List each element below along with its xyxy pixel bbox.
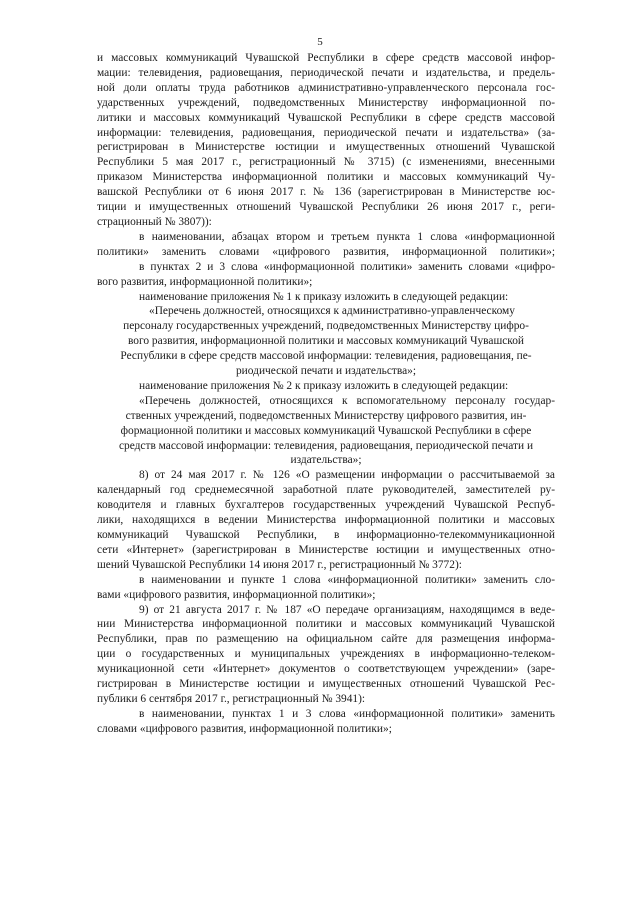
text-line: наименование приложения № 1 к приказу изложить в следующей редакции: <box>139 290 509 303</box>
text-line: Республики 5 мая 2017 г., регистрационный № 3715) (с изменениями, внесенными <box>97 156 555 169</box>
text-line: тиции и имущественных отношений Чувашской Республики 26 июня 2017 г., реги- <box>97 201 555 214</box>
text-line: страционный № 3807)): <box>97 215 212 228</box>
text-line: 8) от 24 мая 2017 г. № 126 «О размещении информации о рассчитываемой за <box>139 469 555 482</box>
text-line: ции о государственных и муниципальных учреждениях в информационно-телеком- <box>97 648 555 661</box>
text-line: в наименовании, абзацах втором и третьем пункта 1 слова «информационной <box>139 230 555 243</box>
text-line: муникационной сети «Интернет» документов о соответствующем учреждении» (заре- <box>97 663 555 676</box>
text-line: календарный год среднемесячной заработной плате руководителей, заместителей ру- <box>97 484 555 497</box>
text-line: регистрирован в Министерстве юстиции и имущественных отношений Чувашской <box>97 141 555 154</box>
text-line: вого развития, информационной политики»; <box>97 275 313 288</box>
text-line: вашской Республики от 6 июня 2017 г. № 136 (зарегистрирован в Министерстве юс- <box>97 186 555 199</box>
text-line: литики и массовых коммуникаций Чувашской Республики в сфере средств массовой <box>97 111 555 124</box>
text-line: средств массовой информации: телевидения, радиовещания, периодической печати и <box>118 439 534 452</box>
text-line: ководителя и главных бухгалтеров государственных учреждений Чувашской Респуб- <box>97 499 555 512</box>
text-line: «Перечень должностей, относящихся к административно-управленческому <box>149 305 515 318</box>
text-line: публики 6 сентября 2017 г., регистрационный № 3941): <box>97 692 366 705</box>
text-line: и массовых коммуникаций Чувашской Республики в сфере средств массовой инфор- <box>97 52 555 64</box>
text-line: Республики, прав по размещению на официальном сайте для размещения информа- <box>97 633 555 646</box>
text-line: информации: телевидения, радиовещания, периодической печати и издательства» (за- <box>97 126 555 139</box>
text-line: словами «цифрового развития, информационной политики»; <box>97 722 392 735</box>
text-line: приказом Министерства информационной политики и массовых коммуникаций Чу- <box>97 171 555 184</box>
text-line: сети «Интернет» (зарегистрирован в Министерстве юстиции и имущественных отно- <box>97 543 555 556</box>
text-line: персоналу государственных учреждений, подведомственных Министерству цифро- <box>123 320 529 333</box>
text-line: вого развития, информационной политики и массовых коммуникаций Чувашской <box>127 335 525 348</box>
text-line: ной доли оплаты труда работников административно-управленческого персонала гос- <box>97 81 555 94</box>
document-body <box>97 51 555 737</box>
text-line: Республики в сфере средств массовой информации: телевидения, радиовещания, пе- <box>120 350 532 363</box>
text-line: гистрирован в Министерстве юстиции и имущественных отношений Чувашской Рес- <box>97 678 555 691</box>
page-number: 5 <box>317 36 323 48</box>
text-line: нии Министерства информационной политики и массовых коммуникаций Чувашской <box>97 618 555 631</box>
text-line: мации: телевидения, радиовещания, периодической печати и издательства, и предель- <box>97 66 555 79</box>
text-line: «Перечень должностей, относящихся к вспомогательному персоналу государ- <box>139 394 555 407</box>
text-line: в наименовании, пунктах 1 и 3 слова «информационной политики» заменить <box>139 707 555 720</box>
text-line: издательства»; <box>290 454 362 467</box>
text-line: в пунктах 2 и 3 слова «информационной политики» заменить словами «цифро- <box>139 260 555 273</box>
text-line: политики» заменить словами «цифрового развития, информационной политики»; <box>97 245 555 258</box>
text-line: лики, находящихся в ведении Министерства информационной политики и массовых <box>97 514 555 527</box>
text-line: 9) от 21 августа 2017 г. № 187 «О передаче организациям, находящимся в веде- <box>139 603 555 616</box>
text-line: в наименовании и пункте 1 слова «информационной политики» заменить сло- <box>139 573 555 586</box>
text-line: ственных учреждений, подведомственных Министерству цифрового развития, ин- <box>125 409 527 422</box>
text-line: вами «цифрового развития, информационной политики»; <box>97 588 376 601</box>
text-line: формационной политики и массовых коммуникаций Чувашской Республики в сфере <box>120 424 532 437</box>
text-line: наименование приложения № 2 к приказу изложить в следующей редакции: <box>139 379 509 392</box>
text-line: ударственных учреждений, подведомственных Министерству информационной по- <box>97 96 555 109</box>
text-line: риодической печати и издательства»; <box>235 365 417 378</box>
text-line: шений Чувашской Республики 14 июня 2017 г., регистрационный № 3772): <box>97 558 462 571</box>
text-line: коммуникаций Чувашской Республики, в информационно-телекоммуникационной <box>97 529 555 541</box>
